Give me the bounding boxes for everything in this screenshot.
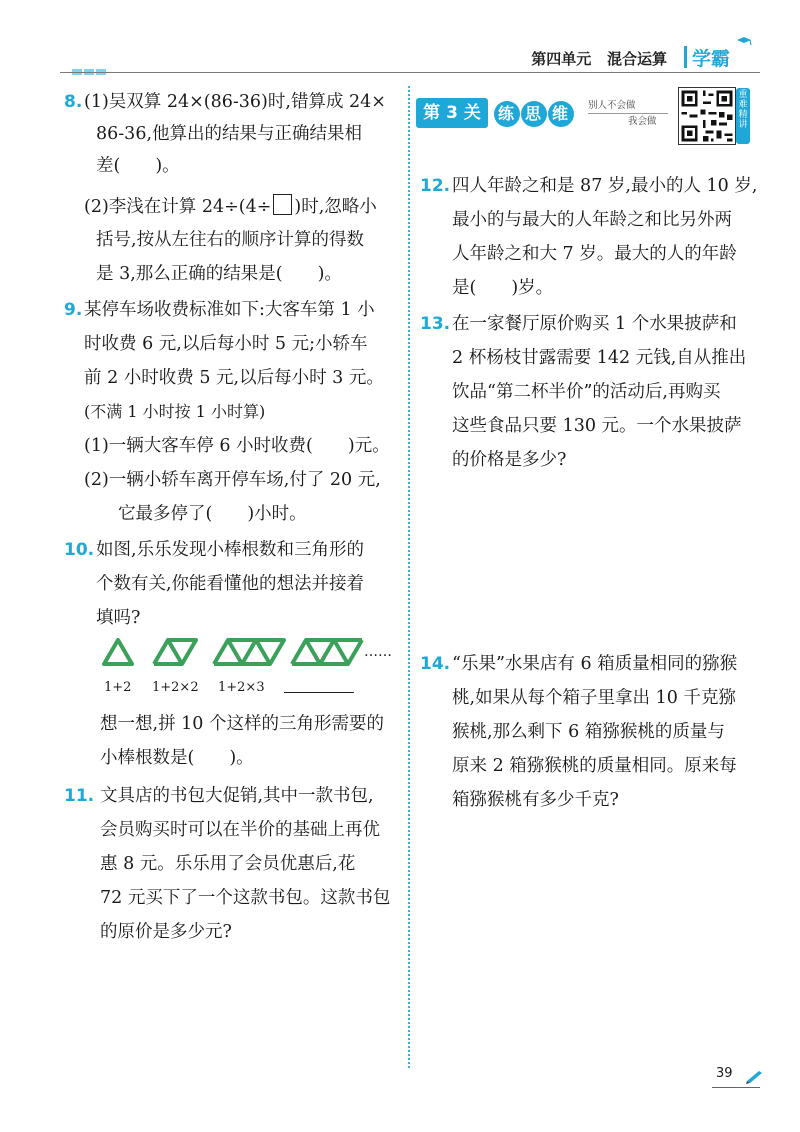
figure-caption-3: 1+2×3 (218, 680, 265, 695)
level-title-char-1: 练 (494, 101, 520, 127)
level-title-char-3: 维 (548, 101, 574, 127)
q9-line-6: (2)一辆小轿车离开停车场,付了 20 元, (84, 470, 381, 490)
q8-line-4-after-box: )时,忽略小 (294, 197, 377, 217)
slogan-line-1: 别人不会做 (588, 100, 636, 111)
footer-rule (712, 1087, 760, 1088)
q11-line-1: 文具店的书包大促销,其中一款书包, (100, 786, 374, 806)
slogan-line-2: 我会做 (628, 116, 657, 127)
question-number-11: 11. (64, 786, 95, 806)
q8-line-3: 差( )。 (96, 156, 180, 176)
level-badge: 第 3 关 (416, 98, 488, 128)
column-divider (408, 86, 410, 1068)
q11-line-2: 会员购买时可以在半价的基础上再优 (100, 820, 380, 840)
q9-line-3: 前 2 小时收费 5 元,以后每小时 3 元。 (84, 368, 384, 388)
triangle-sticks-figure (96, 634, 376, 670)
header-decoration (72, 60, 108, 79)
q13-line-2: 2 杯杨枝甘露需要 142 元钱,自从推出 (452, 348, 747, 368)
q10-line-5: 小棒根数是( )。 (100, 748, 254, 768)
q12-line-1: 四人年龄之和是 87 岁,最小的人 10 岁, (452, 176, 758, 196)
qr-tag: 重难精讲 (736, 88, 750, 144)
figure-1-triangle (104, 640, 132, 664)
q10-line-2: 个数有关,你能看懂他的想法并接着 (96, 574, 365, 594)
level-title (494, 99, 575, 127)
q9-line-2: 时收费 6 元,以后每小时 5 元;小轿车 (84, 334, 368, 354)
figure-caption-1: 1+2 (104, 680, 132, 695)
q8-line-1: (1)吴双算 24×(86-36)时,错算成 24× (84, 92, 386, 112)
q11-line-4: 72 元买下了一个这款书包。这款书包 (100, 888, 391, 908)
q9-line-5: (1)一辆大客车停 6 小时收费( )元。 (84, 436, 390, 456)
section-title: 混合运算 (606, 50, 667, 68)
q9-line-4: (不满 1 小时按 1 小时算) (84, 402, 266, 421)
q13-line-5: 的价格是多少? (452, 450, 567, 470)
unit-title: 第四单元 (531, 50, 592, 68)
q8-line-5: 括号,按从左往右的顺序计算的得数 (96, 230, 365, 250)
question-number-10: 10. (64, 540, 95, 560)
figure-4-triangles (292, 640, 362, 664)
q9-line-1: 某停车场收费标准如下:大客车第 1 小 (84, 300, 375, 320)
q14-line-4: 原来 2 箱猕猴桃的质量相同。原来每 (452, 756, 737, 776)
q10-line-4: 想一想,拼 10 个这样的三角形需要的 (100, 714, 384, 734)
q10-line-3: 填吗? (96, 608, 141, 628)
unit-heading (531, 48, 667, 69)
q12-line-4: 是( )岁。 (452, 278, 554, 298)
header-rule (60, 72, 760, 73)
q8-line-2: 86-36,他算出的结果与正确结果相 (96, 124, 363, 144)
q13-line-1: 在一家餐厅原价购买 1 个水果披萨和 (452, 314, 737, 334)
q8-line-4-before-box: (2)李浅在计算 24÷(4÷ (84, 197, 272, 217)
answer-box[interactable] (273, 194, 292, 215)
q12-line-2: 最小的与最大的人年龄之和比另外两 (452, 210, 732, 230)
q14-line-5: 箱猕猴桃有多少千克? (452, 790, 619, 810)
qr-code-icon[interactable] (678, 87, 736, 145)
q14-line-1: “乐果”水果店有 6 箱质量相同的猕猴 (452, 654, 738, 674)
figure-3-triangles (214, 640, 284, 664)
brand-divider (684, 46, 687, 68)
figure-caption-4-blank[interactable] (284, 692, 354, 693)
q14-line-3: 猴桃,那么剩下 6 箱猕猴桃的质量与 (452, 722, 725, 742)
question-number-14: 14. (420, 654, 451, 674)
q9-line-7: 它最多停了( )小时。 (118, 504, 307, 524)
pencil-icon (744, 1068, 764, 1084)
q8-line-4 (84, 194, 377, 219)
q13-line-4: 这些食品只要 130 元。一个水果披萨 (452, 416, 742, 436)
q13-line-3: 饮品“第二杯半价”的活动后,再购买 (452, 382, 721, 402)
q8-line-6: 是 3,那么正确的结果是( )。 (96, 264, 342, 284)
figure-caption-2: 1+2×2 (152, 680, 199, 695)
figure-ellipsis: …… (364, 644, 392, 660)
slogan-rule (588, 113, 668, 114)
question-number-8: 8. (64, 92, 83, 112)
q11-line-3: 惠 8 元。乐乐用了会员优惠后,花 (100, 854, 356, 874)
level-title-char-2: 思 (521, 101, 547, 127)
question-number-13: 13. (420, 314, 451, 334)
brand-logo: 学霸 (692, 48, 731, 70)
q14-line-2: 桃,如果从每个箱子里拿出 10 千克猕 (452, 688, 736, 708)
q11-line-5: 的原价是多少元? (100, 922, 232, 942)
page-number: 39 (716, 1066, 733, 1081)
figure-2-triangles (154, 640, 196, 664)
question-number-12: 12. (420, 176, 451, 196)
q10-line-1: 如图,乐乐发现小棒根数和三角形的 (96, 540, 365, 560)
graduation-cap-icon (736, 36, 752, 46)
q12-line-3: 人年龄之和大 7 岁。最大的人的年龄 (452, 244, 737, 264)
question-number-9: 9. (64, 300, 83, 320)
